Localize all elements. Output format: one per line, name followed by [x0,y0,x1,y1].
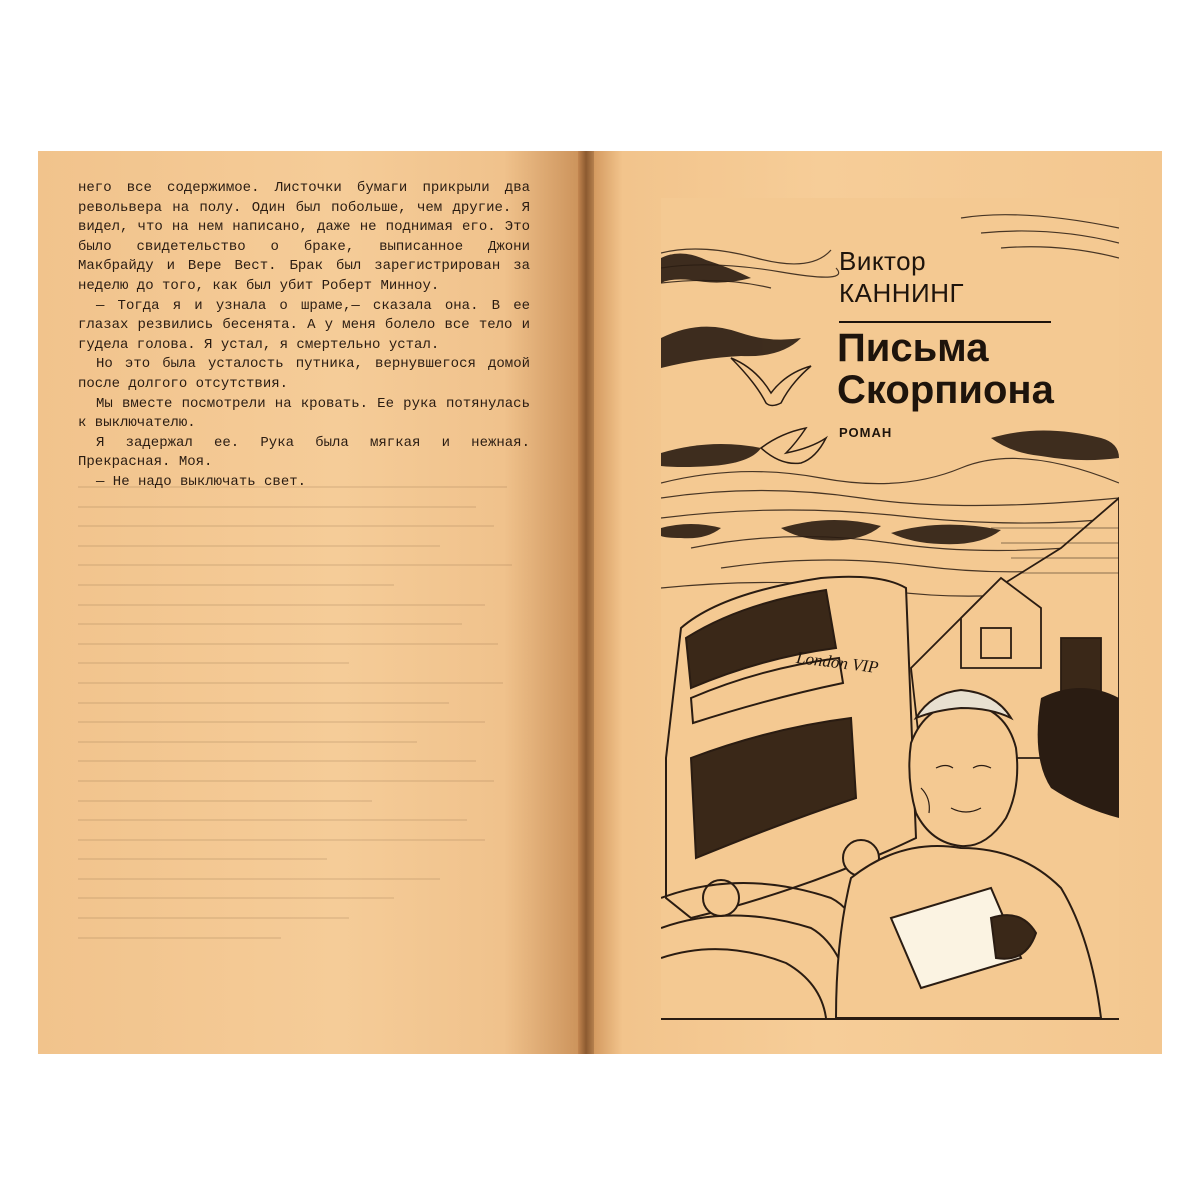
bus-sign-text: London VIP [795,648,880,677]
paragraph: Но это была усталость путника, вернувшегося домой после долгого отсутствия. [78,356,530,392]
page-text [78,179,530,493]
paragraph: — Не надо выключать свет. [96,473,307,490]
book-title-line2: Скорпиона [837,368,1054,412]
bleed-through-text [78,486,530,1006]
book-spread [38,151,1162,1054]
book-title-line1: Письма [837,326,989,370]
paragraph: — Тогда я и узнала о шраме,— сказала она. В ее глазах резвились бесенята. А у меня болело все тело и гудела голова. Я устал, я смертельно устал. [78,297,530,353]
paragraph: Мы вместе посмотрели на кровать. Ее рука потянулась к выключателю. [78,395,530,432]
author-first-name: Виктор [839,246,927,276]
cover-illustration [661,198,1119,1020]
paragraph: Я задержал ее. Рука была мягкая и нежная. Прекрасная. Моя. [78,434,530,471]
author-last-name: КАННИНГ [839,278,965,308]
right-page [594,151,1162,1054]
left-page [38,151,586,1054]
title-rule [839,321,1051,323]
paragraph: него все содержимое. Листочки бумаги прикрыли два револьвера на полу. Один был побольше, чем другие. Я видел, что на нем написано, даже не поднимая его. Это было свидетельство о браке, выписанное Джони Макбрайду и Вере Вест. Брак был зарегистрирован за неделю до того, как был убит Роберт Минноу. [78,180,530,294]
genre-label: РОМАН [839,425,893,440]
